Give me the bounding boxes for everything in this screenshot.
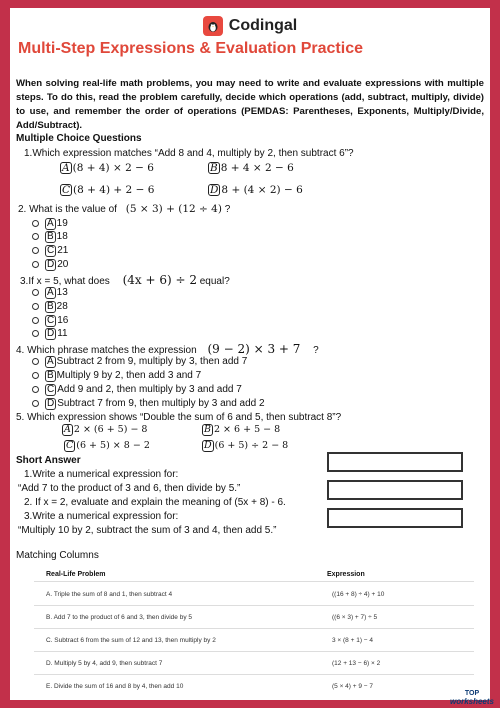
q5-option-c[interactable]: C (6 + 5) × 8 − 2 xyxy=(66,440,150,451)
answer-input-2[interactable] xyxy=(327,480,463,500)
q1-option-a[interactable]: A (8 + 4) × 2 − 6 xyxy=(62,162,154,174)
q3-option-d[interactable]: D 11 xyxy=(32,328,68,340)
matching-heading: Matching Columns xyxy=(16,550,99,561)
q3-option-c[interactable]: C 16 xyxy=(32,315,68,327)
divider xyxy=(34,651,474,652)
matching-expression: ((16 + 8) ÷ 4) + 10 xyxy=(332,591,385,598)
q5-option-d[interactable]: D (6 + 5) ÷ 2 − 8 xyxy=(204,440,289,451)
question-2: 2. What is the value of (5 × 3) + (12 ÷ 4) ? xyxy=(18,203,231,215)
matching-expression: (5 × 4) + 9 − 7 xyxy=(332,683,374,690)
intro-paragraph: When solving real-life math problems, you may need to write and evaluate expressions with multiple steps. To do this, read the problem carefully, decide which operations (add, subtract, multiply, divide) to use, and remember the order of operations (PEMDAS: Parentheses, Exponents, Multiply/Divide, Add/Subtract). xyxy=(16,78,484,131)
q4-option-d[interactable]: D Subtract 7 from 9, then multiply by 3 and add 2 xyxy=(32,398,265,410)
q3-expression: (4x + 6) ÷ 2 xyxy=(122,273,197,287)
q1-option-c[interactable]: C (8 + 4) + 2 − 6 xyxy=(62,184,155,196)
divider xyxy=(34,581,474,582)
short-answer-line: 1.Write a numerical expression for: xyxy=(24,469,179,480)
matching-problem: A. Triple the sum of 8 and 1, then subtract 4 xyxy=(46,591,173,598)
q5-option-a[interactable]: A 2 × (6 + 5) − 8 xyxy=(64,424,148,435)
logo xyxy=(10,16,490,36)
matching-problem: C. Subtract 6 from the sum of 12 and 13, then multiply by 2 xyxy=(46,637,216,644)
q3-option-a[interactable]: A 13 xyxy=(32,287,68,299)
matching-col-problem: Real-Life Problem xyxy=(46,571,106,578)
q2-option-c[interactable]: C 21 xyxy=(32,245,68,257)
worksheet xyxy=(10,8,490,700)
question-4: 4. Which phrase matches the expression (9 − 2) × 3 + 7 ? xyxy=(16,342,319,356)
q4-expression: (9 − 2) × 3 + 7 xyxy=(207,342,301,356)
q1-option-d[interactable]: D 8 + (4 × 2) − 6 xyxy=(210,184,303,196)
short-answer-line: “Multiply 10 by 2, subtract the sum of 3 and 4, then add 5.” xyxy=(18,525,277,536)
q4-option-b[interactable]: B Multiply 9 by 2, then add 3 and 7 xyxy=(32,370,201,382)
divider xyxy=(34,628,474,629)
q2-option-a[interactable]: A 19 xyxy=(32,218,68,230)
short-answer-line: “Add 7 to the product of 3 and 6, then divide by 5.” xyxy=(18,483,241,494)
q4-option-c[interactable]: C Add 9 and 2, then multiply by 3 and add 7 xyxy=(32,384,242,396)
penguin-logo-icon xyxy=(203,16,223,36)
mcq-heading: Multiple Choice Questions xyxy=(16,133,142,144)
matching-problem: D. Multiply 5 by 4, add 9, then subtract 7 xyxy=(46,660,163,667)
short-answer-line: 3.Write a numerical expression for: xyxy=(24,511,179,522)
q2-option-d[interactable]: D 20 xyxy=(32,259,68,271)
matching-col-expression: Expression xyxy=(327,571,365,578)
answer-input-3[interactable] xyxy=(327,508,463,528)
q3-option-b[interactable]: B 28 xyxy=(32,301,68,313)
q4-option-a[interactable]: A Subtract 2 from 9, multiply by 3, then add 7 xyxy=(32,356,247,368)
topworksheets-logo: TOP worksheets xyxy=(449,690,494,706)
matching-expression: ((6 × 3) + 7) ÷ 5 xyxy=(332,614,378,621)
matching-problem: E. Divide the sum of 16 and 8 by 4, then add 10 xyxy=(46,683,184,690)
matching-expression: 3 × (8 + 1) − 4 xyxy=(332,637,374,644)
answer-input-1[interactable] xyxy=(327,452,463,472)
q5-option-b[interactable]: B 2 × 6 + 5 − 8 xyxy=(204,424,281,435)
question-5: 5. Which expression shows “Double the sum of 6 and 5, then subtract 8”? xyxy=(16,412,342,423)
divider xyxy=(34,605,474,606)
q1-option-b[interactable]: B 8 + 4 × 2 − 6 xyxy=(210,162,294,174)
question-3: 3.If x = 5, what does (4x + 6) ÷ 2 equal? xyxy=(20,273,230,287)
short-answer-heading: Short Answer xyxy=(16,455,81,466)
page-title: Multi-Step Expressions & Evaluation Practice xyxy=(18,40,363,57)
short-answer-line: 2. If x = 2, evaluate and explain the meaning of (5x + 8) - 6. xyxy=(24,497,286,508)
q2-option-b[interactable]: B 18 xyxy=(32,231,68,243)
matching-expression: (12 + 13 − 6) × 2 xyxy=(332,660,381,667)
logo-text: Codingal xyxy=(228,17,298,34)
question-1: 1.Which expression matches “Add 8 and 4, multiply by 2, then subtract 6”? xyxy=(24,148,354,159)
divider xyxy=(34,674,474,675)
q2-expression: (5 × 3) + (12 ÷ 4) xyxy=(125,203,222,215)
matching-problem: B. Add 7 to the product of 6 and 3, then divide by 5 xyxy=(46,614,192,621)
